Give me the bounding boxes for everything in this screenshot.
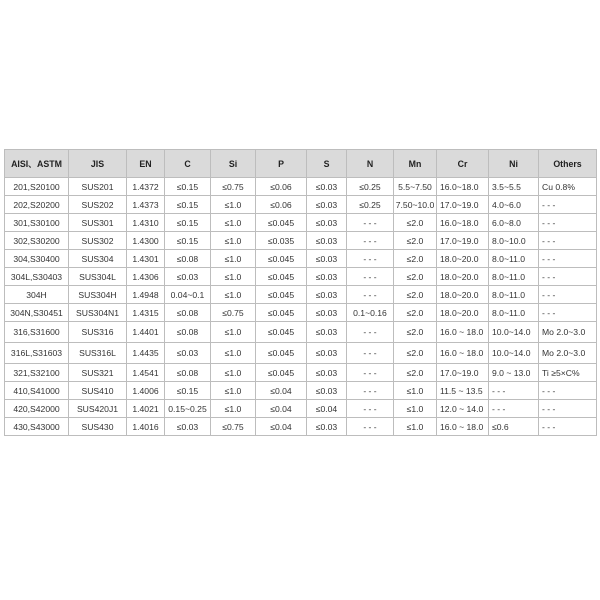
table-cell: - - - bbox=[539, 304, 597, 322]
table-cell: ≤2.0 bbox=[394, 214, 437, 232]
table-cell: ≤2.0 bbox=[394, 286, 437, 304]
table-cell: - - - bbox=[347, 286, 394, 304]
table-cell: 304,S30400 bbox=[5, 250, 69, 268]
table-cell: - - - bbox=[347, 232, 394, 250]
table-cell: ≤0.03 bbox=[307, 196, 347, 214]
table-cell: 17.0~19.0 bbox=[437, 364, 489, 382]
steel-grade-table bbox=[4, 149, 597, 436]
table-cell: - - - bbox=[539, 268, 597, 286]
table-cell: Ti ≥5×C% bbox=[539, 364, 597, 382]
column-header: EN bbox=[127, 150, 165, 178]
table-cell: 420,S42000 bbox=[5, 400, 69, 418]
table-cell: 202,S20200 bbox=[5, 196, 69, 214]
table-cell: SUS202 bbox=[69, 196, 127, 214]
table-cell: ≤1.0 bbox=[394, 382, 437, 400]
table-cell: - - - bbox=[539, 232, 597, 250]
table-cell: ≤1.0 bbox=[394, 400, 437, 418]
table-cell: ≤0.15 bbox=[165, 178, 211, 196]
table-cell: ≤1.0 bbox=[211, 364, 256, 382]
table-cell: ≤0.03 bbox=[307, 178, 347, 196]
table-cell: ≤0.03 bbox=[307, 418, 347, 436]
table-cell: 1.4372 bbox=[127, 178, 165, 196]
table-cell: 1.4021 bbox=[127, 400, 165, 418]
column-header: JIS bbox=[69, 150, 127, 178]
table-cell: 17.0~19.0 bbox=[437, 196, 489, 214]
table-cell: SUS410 bbox=[69, 382, 127, 400]
table-cell: - - - bbox=[539, 382, 597, 400]
table-cell: ≤0.045 bbox=[256, 286, 307, 304]
table-cell: 8.0~11.0 bbox=[489, 268, 539, 286]
column-header: S bbox=[307, 150, 347, 178]
table-cell: 18.0~20.0 bbox=[437, 286, 489, 304]
table-cell: 410,S41000 bbox=[5, 382, 69, 400]
column-header: P bbox=[256, 150, 307, 178]
table-cell: 4.0~6.0 bbox=[489, 196, 539, 214]
table-cell: 1.4301 bbox=[127, 250, 165, 268]
table-cell: Cu 0.8% bbox=[539, 178, 597, 196]
table-body bbox=[5, 178, 597, 436]
table-cell: ≤2.0 bbox=[394, 364, 437, 382]
table-cell: 1.4016 bbox=[127, 418, 165, 436]
table-cell: ≤1.0 bbox=[211, 322, 256, 343]
table-cell: ≤2.0 bbox=[394, 268, 437, 286]
table-cell: ≤0.15 bbox=[165, 232, 211, 250]
table-cell: 1.4306 bbox=[127, 268, 165, 286]
table-row bbox=[5, 382, 597, 400]
table-cell: SUS316L bbox=[69, 343, 127, 364]
table-cell: ≤2.0 bbox=[394, 232, 437, 250]
steel-grade-table-container bbox=[4, 149, 596, 436]
table-cell: ≤0.08 bbox=[165, 322, 211, 343]
table-cell: 1.4310 bbox=[127, 214, 165, 232]
table-cell: ≤0.03 bbox=[307, 214, 347, 232]
table-cell: ≤0.04 bbox=[256, 418, 307, 436]
table-cell: ≤0.25 bbox=[347, 178, 394, 196]
table-cell: 1.4373 bbox=[127, 196, 165, 214]
table-cell: 0.15~0.25 bbox=[165, 400, 211, 418]
table-cell: ≤0.04 bbox=[256, 382, 307, 400]
table-row bbox=[5, 268, 597, 286]
table-cell: SUS304L bbox=[69, 268, 127, 286]
table-cell: ≤0.08 bbox=[165, 250, 211, 268]
table-cell: 18.0~20.0 bbox=[437, 250, 489, 268]
table-cell: ≤0.045 bbox=[256, 322, 307, 343]
table-cell: ≤0.08 bbox=[165, 364, 211, 382]
table-cell: ≤1.0 bbox=[211, 232, 256, 250]
table-cell: ≤1.0 bbox=[211, 196, 256, 214]
table-cell: ≤0.08 bbox=[165, 304, 211, 322]
table-cell: ≤0.03 bbox=[307, 382, 347, 400]
table-cell: - - - bbox=[539, 250, 597, 268]
table-cell: - - - bbox=[347, 214, 394, 232]
table-cell: ≤0.06 bbox=[256, 196, 307, 214]
table-cell: - - - bbox=[489, 382, 539, 400]
table-row bbox=[5, 286, 597, 304]
column-header: AISI、ASTM bbox=[5, 150, 69, 178]
table-cell: - - - bbox=[347, 364, 394, 382]
table-cell: 12.0 ~ 14.0 bbox=[437, 400, 489, 418]
table-cell: ≤0.25 bbox=[347, 196, 394, 214]
table-cell: 316L,S31603 bbox=[5, 343, 69, 364]
table-cell: ≤1.0 bbox=[211, 214, 256, 232]
table-cell: ≤1.0 bbox=[211, 250, 256, 268]
table-cell: ≤0.045 bbox=[256, 364, 307, 382]
table-cell: 17.0~19.0 bbox=[437, 232, 489, 250]
table-cell: 1.4435 bbox=[127, 343, 165, 364]
table-row bbox=[5, 343, 597, 364]
table-cell: ≤0.03 bbox=[307, 364, 347, 382]
table-cell: ≤0.06 bbox=[256, 178, 307, 196]
table-cell: - - - bbox=[347, 322, 394, 343]
table-cell: SUS430 bbox=[69, 418, 127, 436]
table-cell: 16.0 ~ 18.0 bbox=[437, 418, 489, 436]
column-header: Mn bbox=[394, 150, 437, 178]
table-cell: 6.0~8.0 bbox=[489, 214, 539, 232]
table-cell: ≤0.045 bbox=[256, 268, 307, 286]
table-cell: 1.4948 bbox=[127, 286, 165, 304]
table-cell: SUS316 bbox=[69, 322, 127, 343]
table-cell: 18.0~20.0 bbox=[437, 304, 489, 322]
table-cell: Mo 2.0~3.0 bbox=[539, 343, 597, 364]
column-header: Ni bbox=[489, 150, 539, 178]
table-cell: ≤0.75 bbox=[211, 304, 256, 322]
table-cell: 201,S20100 bbox=[5, 178, 69, 196]
table-cell: 430,S43000 bbox=[5, 418, 69, 436]
table-cell: 3.5~5.5 bbox=[489, 178, 539, 196]
column-header: Others bbox=[539, 150, 597, 178]
table-cell: 1.4315 bbox=[127, 304, 165, 322]
table-cell: 5.5~7.50 bbox=[394, 178, 437, 196]
table-cell: 10.0~14.0 bbox=[489, 343, 539, 364]
column-header: C bbox=[165, 150, 211, 178]
table-row bbox=[5, 196, 597, 214]
table-row bbox=[5, 322, 597, 343]
table-cell: - - - bbox=[539, 418, 597, 436]
table-cell: ≤0.15 bbox=[165, 214, 211, 232]
table-cell: 1.4541 bbox=[127, 364, 165, 382]
table-cell: ≤2.0 bbox=[394, 322, 437, 343]
table-cell: 301,S30100 bbox=[5, 214, 69, 232]
table-cell: SUS321 bbox=[69, 364, 127, 382]
column-header: Si bbox=[211, 150, 256, 178]
table-cell: ≤0.03 bbox=[165, 343, 211, 364]
table-row bbox=[5, 400, 597, 418]
table-cell: SUS304H bbox=[69, 286, 127, 304]
table-cell: ≤1.0 bbox=[211, 286, 256, 304]
table-row bbox=[5, 364, 597, 382]
table-cell: ≤0.03 bbox=[165, 268, 211, 286]
table-cell: 18.0~20.0 bbox=[437, 268, 489, 286]
table-cell: ≤0.03 bbox=[307, 322, 347, 343]
table-cell: ≤0.045 bbox=[256, 304, 307, 322]
table-cell: ≤0.04 bbox=[307, 400, 347, 418]
header-row bbox=[5, 150, 597, 178]
table-cell: ≤0.035 bbox=[256, 232, 307, 250]
table-cell: 10.0~14.0 bbox=[489, 322, 539, 343]
table-cell: ≤0.6 bbox=[489, 418, 539, 436]
table-cell: 0.1~0.16 bbox=[347, 304, 394, 322]
table-cell: 1.4300 bbox=[127, 232, 165, 250]
table-row bbox=[5, 304, 597, 322]
table-cell: ≤0.03 bbox=[307, 232, 347, 250]
table-cell: - - - bbox=[489, 400, 539, 418]
table-cell: ≤0.045 bbox=[256, 214, 307, 232]
table-cell: ≤0.03 bbox=[307, 250, 347, 268]
table-row bbox=[5, 214, 597, 232]
table-cell: 8.0~11.0 bbox=[489, 304, 539, 322]
table-cell: 1.4006 bbox=[127, 382, 165, 400]
table-cell: - - - bbox=[347, 268, 394, 286]
table-cell: ≤0.75 bbox=[211, 418, 256, 436]
table-cell: ≤0.03 bbox=[307, 343, 347, 364]
table-cell: 302,S30200 bbox=[5, 232, 69, 250]
table-cell: 304H bbox=[5, 286, 69, 304]
table-cell: - - - bbox=[539, 196, 597, 214]
table-cell: 9.0 ~ 13.0 bbox=[489, 364, 539, 382]
table-cell: ≤0.03 bbox=[307, 286, 347, 304]
table-cell: SUS302 bbox=[69, 232, 127, 250]
table-cell: 16.0~18.0 bbox=[437, 214, 489, 232]
table-cell: ≤0.15 bbox=[165, 382, 211, 400]
table-cell: ≤0.045 bbox=[256, 343, 307, 364]
table-cell: ≤0.045 bbox=[256, 250, 307, 268]
table-cell: - - - bbox=[347, 250, 394, 268]
table-cell: ≤2.0 bbox=[394, 304, 437, 322]
table-cell: 0.04~0.1 bbox=[165, 286, 211, 304]
table-cell: 7.50~10.0 bbox=[394, 196, 437, 214]
table-cell: ≤0.03 bbox=[307, 304, 347, 322]
table-cell: 316,S31600 bbox=[5, 322, 69, 343]
table-cell: ≤0.03 bbox=[165, 418, 211, 436]
table-cell: ≤0.03 bbox=[307, 268, 347, 286]
table-cell: - - - bbox=[539, 214, 597, 232]
table-cell: 8.0~11.0 bbox=[489, 286, 539, 304]
table-cell: SUS301 bbox=[69, 214, 127, 232]
table-cell: - - - bbox=[347, 418, 394, 436]
table-cell: SUS304 bbox=[69, 250, 127, 268]
table-row bbox=[5, 418, 597, 436]
table-cell: - - - bbox=[347, 382, 394, 400]
table-cell: 1.4401 bbox=[127, 322, 165, 343]
table-cell: ≤2.0 bbox=[394, 250, 437, 268]
table-cell: 16.0 ~ 18.0 bbox=[437, 343, 489, 364]
table-cell: SUS304N1 bbox=[69, 304, 127, 322]
table-cell: ≤1.0 bbox=[211, 400, 256, 418]
table-cell: 321,S32100 bbox=[5, 364, 69, 382]
table-cell: ≤1.0 bbox=[211, 343, 256, 364]
table-row bbox=[5, 178, 597, 196]
table-cell: ≤0.04 bbox=[256, 400, 307, 418]
table-cell: ≤1.0 bbox=[211, 268, 256, 286]
table-cell: 11.5 ~ 13.5 bbox=[437, 382, 489, 400]
table-cell: 8.0~11.0 bbox=[489, 250, 539, 268]
table-cell: SUS420J1 bbox=[69, 400, 127, 418]
table-row bbox=[5, 250, 597, 268]
table-row bbox=[5, 232, 597, 250]
table-cell: 304L,S30403 bbox=[5, 268, 69, 286]
table-cell: ≤2.0 bbox=[394, 343, 437, 364]
table-cell: 304N,S30451 bbox=[5, 304, 69, 322]
table-cell: ≤1.0 bbox=[211, 382, 256, 400]
table-cell: 16.0 ~ 18.0 bbox=[437, 322, 489, 343]
column-header: Cr bbox=[437, 150, 489, 178]
table-cell: ≤0.75 bbox=[211, 178, 256, 196]
table-cell: - - - bbox=[539, 286, 597, 304]
table-cell: Mo 2.0~3.0 bbox=[539, 322, 597, 343]
table-cell: ≤1.0 bbox=[394, 418, 437, 436]
table-cell: - - - bbox=[347, 343, 394, 364]
table-cell: ≤0.15 bbox=[165, 196, 211, 214]
table-cell: - - - bbox=[347, 400, 394, 418]
table-cell: 16.0~18.0 bbox=[437, 178, 489, 196]
table-cell: - - - bbox=[539, 400, 597, 418]
table-cell: 8.0~10.0 bbox=[489, 232, 539, 250]
column-header: N bbox=[347, 150, 394, 178]
table-cell: SUS201 bbox=[69, 178, 127, 196]
